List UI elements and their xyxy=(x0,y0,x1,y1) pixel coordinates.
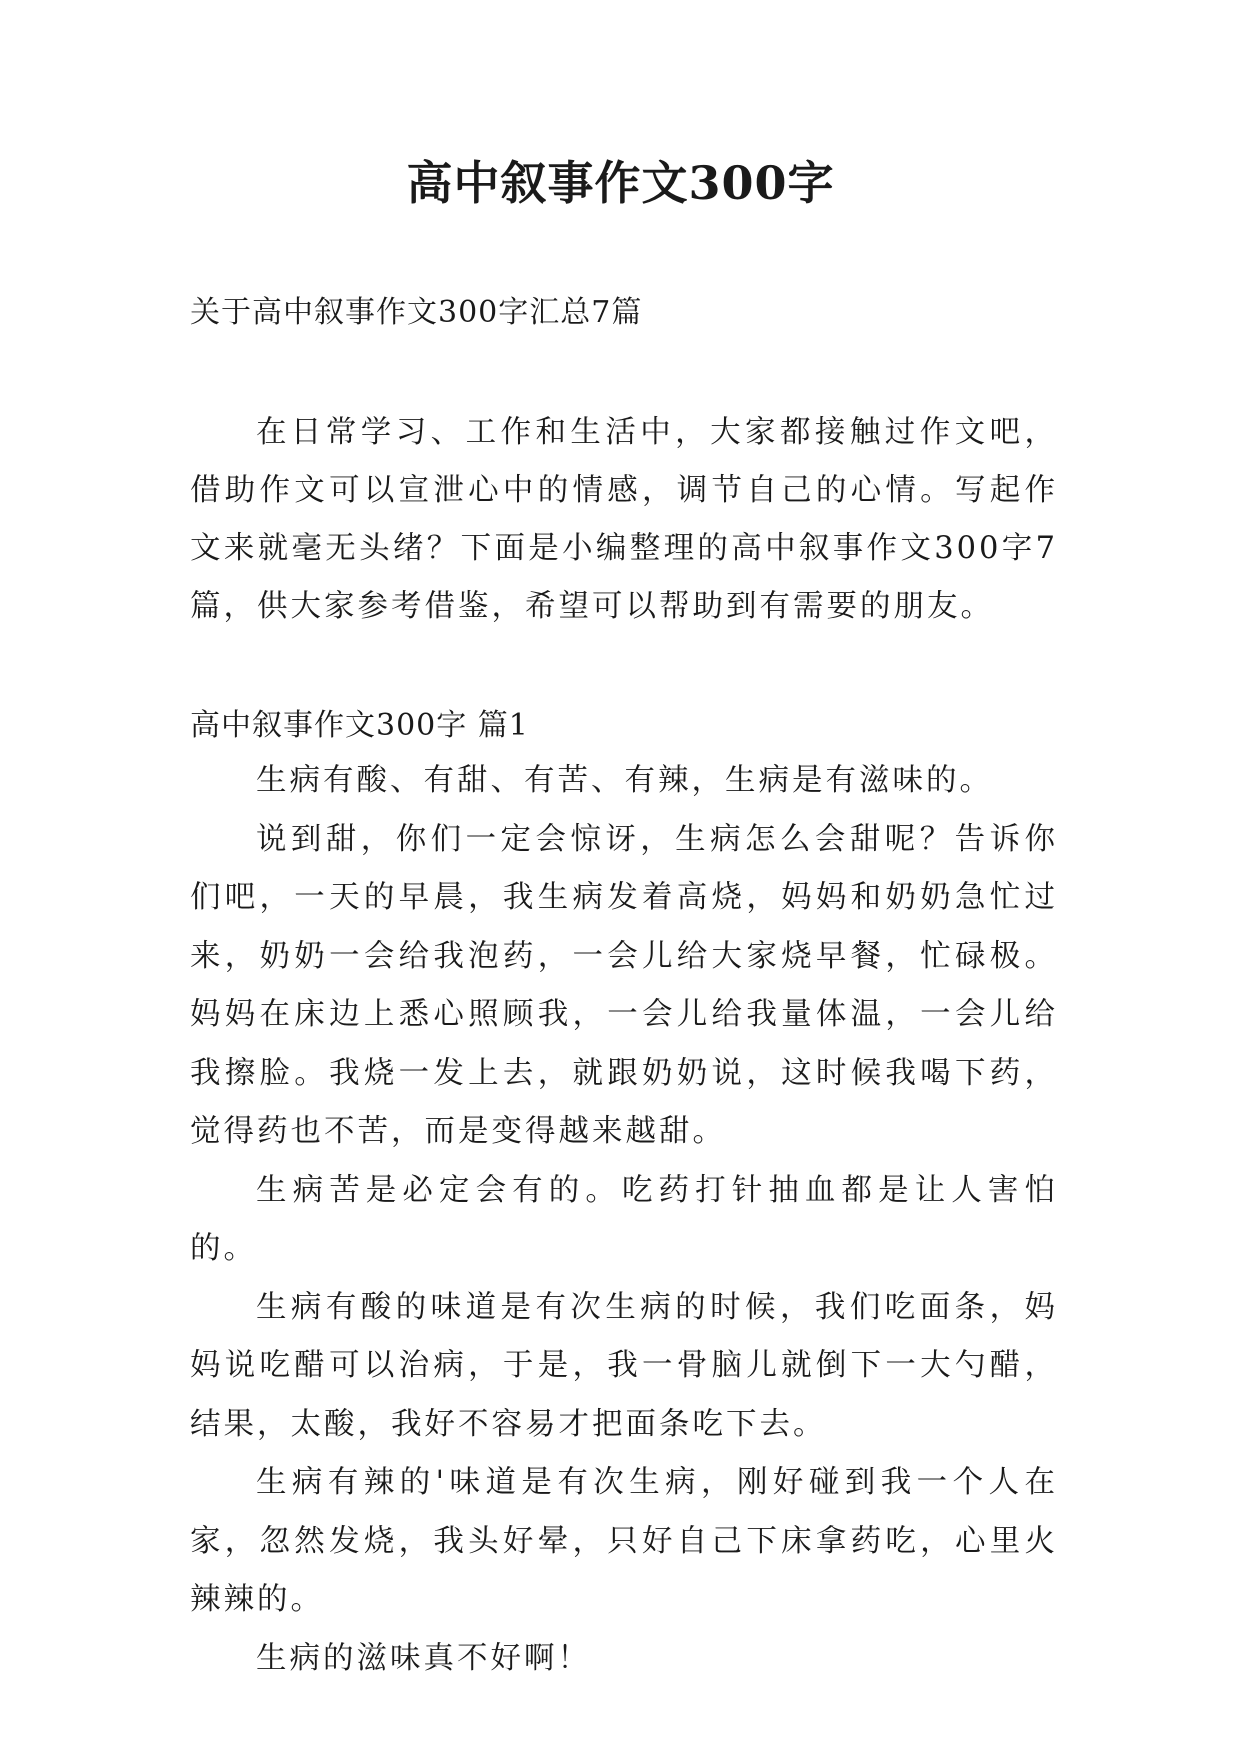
essay-paragraph: 生病的滋味真不好啊！ xyxy=(256,1640,591,1676)
essay-paragraph: 生病有酸、有甜、有苦、有辣，生病是有滋味的。 xyxy=(256,763,993,798)
intro-paragraph: 在日常学习、工作和生活中，大家都接触过作文吧，借助作文可以宣泄心中的情感，调节自己的心情。写起作文来就毫无头绪？下面是小编整理的高中叙事作文300字7篇，供大家参考借鉴，希望可以帮助到有需要的朋友。 xyxy=(190,415,1058,624)
document-title: 高中叙事作文300字 xyxy=(406,156,835,210)
essay-paragraph: 生病有辣的'味道是有次生病，刚好碰到我一个人在家，忽然发烧，我头好晕，只好自己下床拿药吃，心里火辣辣的。 xyxy=(190,1465,1058,1617)
section-heading: 高中叙事作文300字 篇1 xyxy=(190,708,529,743)
document-subtitle: 关于高中叙事作文300字汇总7篇 xyxy=(190,295,643,330)
essay-paragraph: 生病有酸的味道是有次生病的时候，我们吃面条，妈妈说吃醋可以治病，于是，我一骨脑儿就倒下一大勺醋，结果，太酸，我好不容易才把面条吃下去。 xyxy=(190,1289,1058,1442)
essay-paragraph: 生病苦是必定会有的。吃药打针抽血都是让人害怕的。 xyxy=(190,1172,1058,1266)
essay-body xyxy=(190,752,1058,1688)
essay-paragraph: 说到甜，你们一定会惊讶，生病怎么会甜呢？告诉你们吧，一天的早晨，我生病发着高烧，妈妈和奶奶急忙过来，奶奶一会给我泡药，一会儿给大家烧早餐，忙碌极。妈妈在床边上悉心照顾我，一会儿给我量体温，一会儿给我擦脸。我烧一发上去，就跟奶奶说，这时候我喝下药，觉得药也不苦，而是变得越来越甜。 xyxy=(190,821,1058,1149)
